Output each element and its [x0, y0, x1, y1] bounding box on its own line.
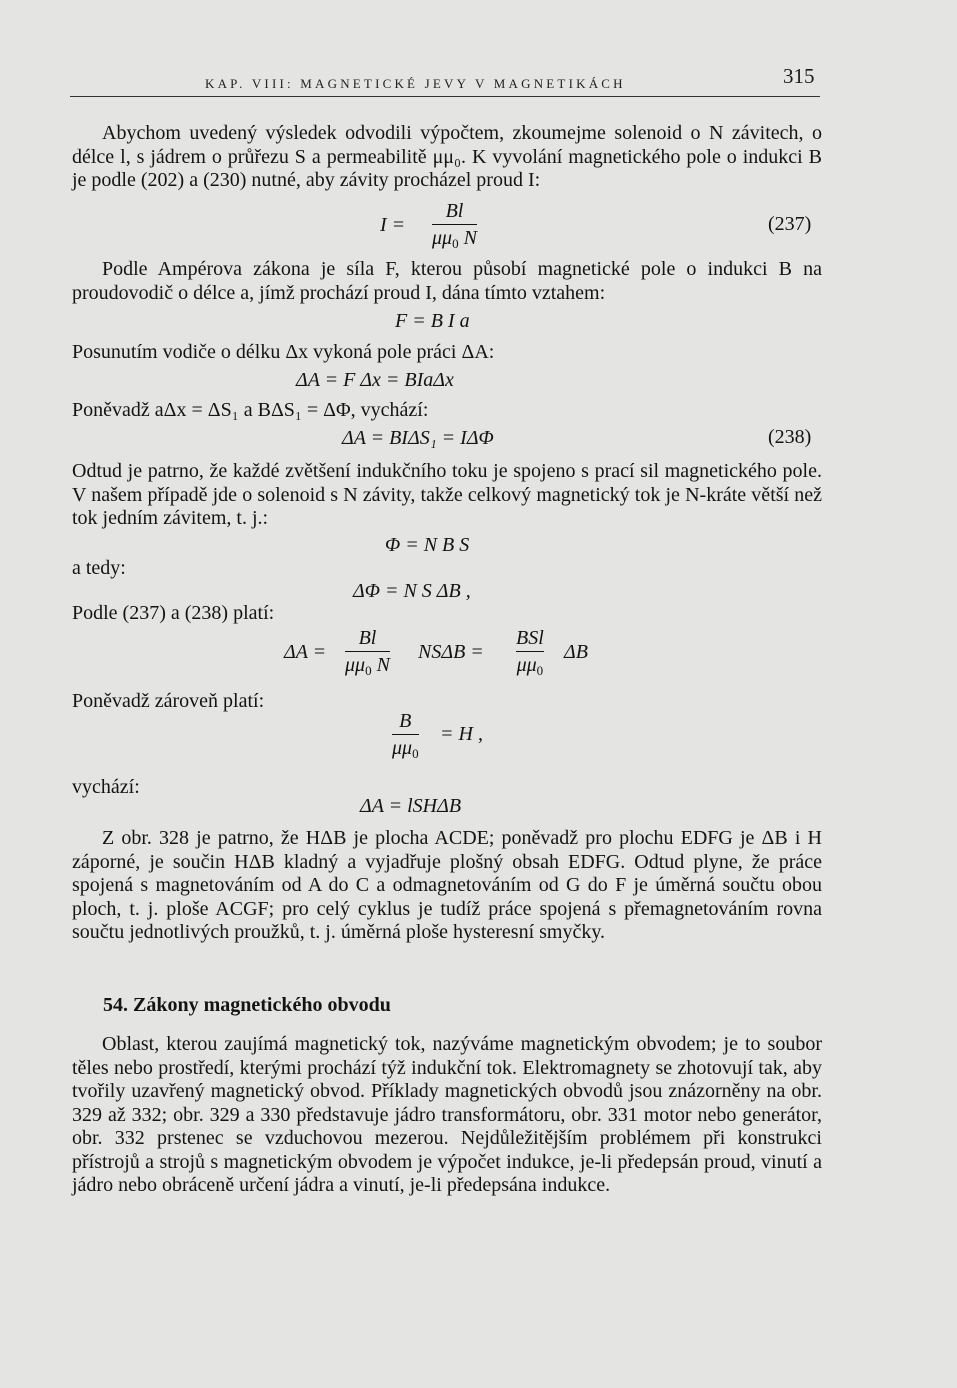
fraction-denominator: $\mu\mu_0$ N	[345, 654, 390, 678]
label-podle: Podle (237) a (238) platí:	[72, 602, 275, 624]
fraction-numerator: Bl	[345, 627, 390, 652]
equation-number-238: (238)	[768, 426, 812, 448]
fraction-numerator: BSl	[516, 627, 544, 652]
section-heading: 54. Zákony magnetického obvodu	[103, 994, 391, 1016]
equation-flux: Φ = N B S	[385, 534, 470, 556]
equation-work-tail: ΔB	[564, 641, 588, 663]
fraction-denominator: $\mu\mu_0$	[516, 654, 544, 678]
paragraph-magnetic-circuit: Oblast, kterou zaujímá magnetický tok, nazýváme magnetickým obvodem; je to soubor těles nebo prostředí, kterými prochází týž indukční tok. Elektromagnety se zhotovují tak, aby tvořily uzavřený magnetický obvod. Příklady magnetických obvodů jsou znázorněny na obr. 329 až 332; obr. 329 a 330 představuje jádro transformátoru, obr. 331 motor nebo generátor, obr. 332 prstenec se vzduchovou mezerou. Nejdůležitějším problémem při konstrukci přístrojů a strojů s magnetickým obvodem je výpočet indukce, je-li předepsán proud, vinutí a jádro nebo obráceně určení jádra a vinutí, je-li předepsána indukce.	[72, 1033, 822, 1196]
equation-work: ΔA = F Δx = BIaΔx	[296, 369, 454, 391]
equation-work-fraction-2	[516, 627, 544, 678]
running-head: KAP. VIII: MAGNETICKÉ JEVY V MAGNETIKÁCH	[205, 76, 626, 91]
label-vychazi: vychází:	[72, 776, 140, 798]
equation-237-fraction	[432, 200, 477, 251]
header-rule	[70, 96, 820, 97]
label-zaroven: Poněvadž zároveň platí:	[72, 690, 265, 712]
equation-final: ΔA = lSHΔB	[360, 795, 462, 817]
equation-flux-change: ΔΦ = N S ΔB ,	[353, 580, 471, 602]
fraction-numerator: Bl	[432, 200, 477, 225]
paragraph-since: Poněvadž aΔx = ΔS₁ a BΔS₁ = ΔΦ, vychází:	[72, 399, 429, 421]
paragraph-ampere-law: Podle Ampérova zákona je síla F, kterou působí magnetické pole o indukci B na proudovodič o délce a, jímž prochází proud I, dána tímto vztahem:	[72, 258, 822, 304]
fraction-denominator: $\mu\mu_0$ N	[432, 227, 477, 251]
equation-work-middle: NSΔB =	[418, 641, 484, 663]
equation-number-237: (237)	[768, 213, 812, 235]
equation-work-lhs: ΔA =	[284, 641, 327, 663]
equation-work-fraction-1	[345, 627, 390, 678]
paragraph-hysteresis: Z obr. 328 je patrno, že HΔB je plocha ACDE; poněvadž pro plochu EDFG je ΔB i H záporné, je součin HΔB kladný a vyjadřuje plošný obsah EDFG. Odtud plyne, že práce spojená s magnetováním od A do C a odmagnetováním od G do F je úměrná součtu obou ploch, t. j. ploše ACGF; pro celý cyklus je tudíž práce spojená s přemagnetováním rovna součtu jednotlivých proužků, t. j. úměrná ploše hysteresní smyčky.	[72, 827, 822, 943]
equation-h-fraction	[392, 710, 419, 761]
page-number: 315	[783, 64, 815, 88]
label-a-tedy: a tedy:	[72, 557, 126, 579]
equation-237-lhs: I =	[380, 214, 406, 236]
equation-force: F = B I a	[395, 310, 470, 332]
paragraph-solenoid-intro: Abychom uvedený výsledek odvodili výpočtem, zkoumejme solenoid o N závitech, o délce l, s jádrem o průřezu S a permeabilitě μμ₀. K vyvolání magnetického pole o indukci B je podle (202) a (230) nutné, aby závity procházel proud I:	[72, 122, 822, 191]
fraction-numerator: B	[392, 710, 419, 735]
fraction-denominator: $\mu\mu_0$	[392, 737, 419, 761]
equation-238: ΔA = BIΔS₁ = IΔΦ	[342, 427, 494, 449]
equation-h-rhs: = H ,	[440, 723, 483, 745]
paragraph-work-intro: Posunutím vodiče o délku Δx vykoná pole práci ΔA:	[72, 341, 495, 363]
paragraph-flux-work: Odtud je patrno, že každé zvětšení indukčního toku je spojeno s prací sil magnetického pole. V našem případě jde o solenoid s N závity, takže celkový magnetický tok je N-kráte větší než tok jedním závitem, t. j.:	[72, 460, 822, 529]
